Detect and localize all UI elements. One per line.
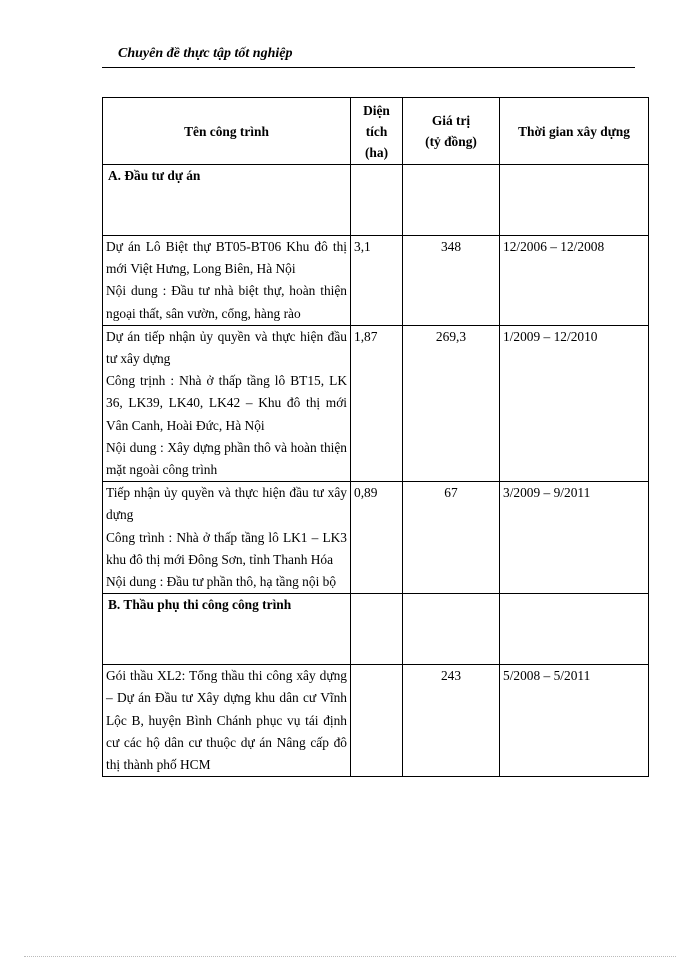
section-title-b: B. Thầu phụ thi công công trình — [103, 594, 351, 665]
column-header-value-line: Giá trị — [431, 113, 471, 128]
column-header-area-line: (ha) — [364, 144, 389, 160]
table-cell-empty — [500, 165, 649, 236]
column-header-value — [403, 98, 500, 165]
table-header-row — [103, 98, 649, 165]
section-row-a — [103, 165, 649, 236]
project-name-line: Dự án Lô Biệt thự BT05-BT06 Khu đô thị mới Việt Hưng, Long Biên, Hà Nội — [106, 239, 347, 277]
column-header-area-line: tích — [365, 123, 388, 139]
table-cell-empty — [351, 594, 403, 665]
page-header-title: Chuyên đề thực tập tốt nghiệp — [118, 46, 293, 61]
project-name-line: Dự án tiếp nhận ủy quyền và thực hiện đầu tư xây dựng — [106, 328, 347, 367]
project-name-line: Nội dung : Xây dựng phần thô và hoàn thiện mặt ngoài công trình — [106, 439, 347, 478]
project-value-cell: 269,3 — [403, 325, 500, 481]
project-name-cell — [103, 482, 351, 594]
table-cell-empty — [403, 165, 500, 236]
project-name-cell — [103, 325, 351, 481]
project-name-line: Nội dung : Đầu tư phần thô, hạ tầng nội bộ — [106, 574, 337, 590]
column-header-name: Tên công trình — [103, 98, 351, 165]
project-period-cell: 1/2009 – 12/2010 — [500, 325, 649, 481]
table-cell-empty — [351, 165, 403, 236]
project-value-cell: 348 — [403, 236, 500, 326]
table-row — [103, 325, 649, 481]
project-period-cell: 3/2009 – 9/2011 — [500, 482, 649, 594]
page-bottom-rule — [24, 956, 676, 957]
project-period-cell: 5/2008 – 5/2011 — [500, 665, 649, 777]
table-row — [103, 236, 649, 326]
column-header-area-line: Diện — [363, 102, 390, 118]
project-area-cell: 3,1 — [351, 236, 403, 326]
section-title-a: A. Đầu tư dự án — [103, 165, 351, 236]
project-period-cell: 12/2006 – 12/2008 — [500, 236, 649, 326]
table-cell-empty — [403, 594, 500, 665]
column-header-period: Thời gian xây dựng — [500, 98, 649, 165]
table-row — [103, 482, 649, 594]
project-name-line: Tiếp nhận ủy quyền và thực hiện đầu tư xây dựng — [106, 485, 347, 523]
table-cell-empty — [500, 594, 649, 665]
project-name-line: Nội dung : Đầu tư nhà biệt thự, hoàn thiện ngoại thất, sân vườn, cổng, hàng rào — [106, 283, 347, 321]
project-name-line: Công trịnh : Nhà ở thấp tầng lô BT15, LK 36, LK39, LK40, LK42 – Khu đô thị mới Vân Canh, Hoài Đức, Hà Nội — [106, 373, 347, 433]
project-name-line: Công trình : Nhà ở thấp tầng lô LK1 – LK3 khu đô thị mới Đông Sơn, tỉnh Thanh Hóa — [106, 529, 347, 567]
section-row-b — [103, 594, 649, 665]
project-area-cell: 1,87 — [351, 325, 403, 481]
project-name-cell — [103, 236, 351, 326]
project-area-cell: 0,89 — [351, 482, 403, 594]
column-header-value-line: (tỷ đồng) — [425, 134, 477, 149]
header-rule — [102, 67, 635, 68]
project-name-cell — [103, 665, 351, 777]
project-area-cell — [351, 665, 403, 777]
project-value-cell: 67 — [403, 482, 500, 594]
table-row — [103, 665, 649, 777]
project-name-line: Gói thầu XL2: Tổng thầu thi công xây dựng – Dự án Đầu tư Xây dựng khu dân cư Vĩnh Lộc B, huyện Bình Chánh phục vụ tái định cư các hộ dân cư thuộc dự án Nâng cấp đô thị thành phố HCM — [106, 668, 347, 773]
column-header-area — [351, 98, 403, 165]
project-value-cell: 243 — [403, 665, 500, 777]
projects-table — [102, 97, 649, 777]
